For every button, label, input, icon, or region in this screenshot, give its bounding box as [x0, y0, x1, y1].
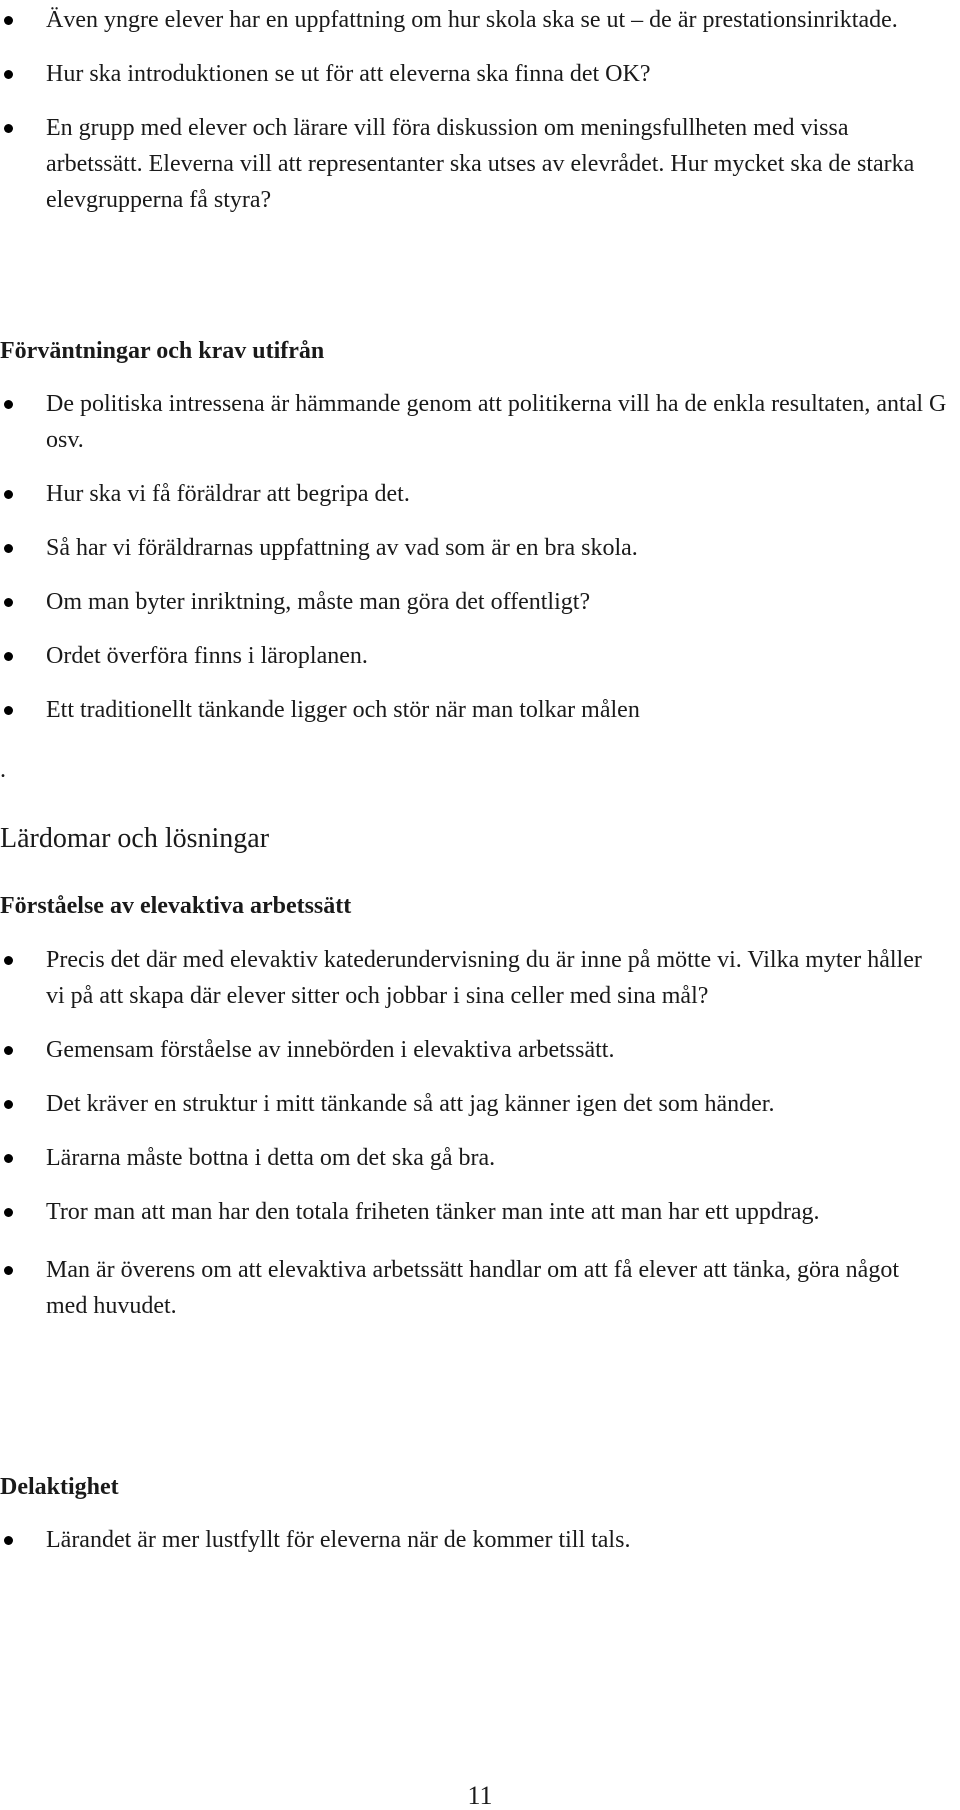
- bullet-list-participation: [0, 1522, 930, 1558]
- list-item: [0, 110, 930, 218]
- bullet-icon: [4, 490, 13, 499]
- bullet-list-expectations: [0, 386, 960, 728]
- list-item: [0, 1032, 930, 1068]
- bullet-icon: [4, 1046, 13, 1055]
- list-item-text: Lärarna måste bottna i detta om det ska gå bra.: [46, 1145, 496, 1171]
- bullet-icon: [4, 1266, 13, 1275]
- list-item-text: Det kräver en struktur i mitt tänkande så att jag känner igen det som händer.: [46, 1091, 775, 1117]
- bullet-icon: [4, 652, 13, 661]
- bullet-icon: [4, 70, 13, 79]
- list-item-text: Så har vi föräldrarnas uppfattning av vad som är en bra skola.: [46, 535, 638, 561]
- list-item-text: Om man byter inriktning, måste man göra det offentligt?: [46, 589, 591, 615]
- section-heading-lessons: Lärdomar och lösningar: [0, 823, 270, 854]
- bullet-icon: [4, 124, 13, 133]
- bullet-icon: [4, 706, 13, 715]
- list-item: [0, 942, 930, 1014]
- subsection-heading-understanding: Förståelse av elevaktiva arbetssätt: [0, 893, 352, 919]
- bullet-icon: [4, 16, 13, 25]
- bullet-icon: [4, 1100, 13, 1109]
- bullet-list-understanding: [0, 942, 930, 1324]
- bullet-icon: [4, 1208, 13, 1217]
- list-item: [0, 1194, 930, 1230]
- list-item: [0, 476, 960, 512]
- section-heading-expectations: Förväntningar och krav utifrån: [0, 338, 325, 364]
- bullet-icon: [4, 1154, 13, 1163]
- list-item: [0, 2, 930, 38]
- list-item-text: Även yngre elever har en uppfattning om hur skola ska se ut – de är prestationsinriktade.: [46, 7, 898, 33]
- list-item-text: De politiska intressena är hämmande genom att politikerna vill ha de enkla resultaten, antal G osv.: [46, 391, 947, 453]
- bullet-icon: [4, 598, 13, 607]
- list-item: [0, 1252, 930, 1324]
- bullet-icon: [4, 1536, 13, 1545]
- list-item-text: Ett traditionellt tänkande ligger och stör när man tolkar målen: [46, 697, 640, 723]
- list-item-text: Gemensam förståelse av innebörden i elevaktiva arbetssätt.: [46, 1037, 615, 1063]
- list-item: [0, 56, 930, 92]
- list-item: [0, 1522, 930, 1558]
- list-item: [0, 584, 960, 620]
- page-number: 11: [467, 1781, 493, 1810]
- list-item: [0, 692, 960, 728]
- list-item-text: Hur ska introduktionen se ut för att eleverna ska finna det OK?: [46, 61, 651, 87]
- list-item-text: Man är överens om att elevaktiva arbetssätt handlar om att få elever att tänka, göra något med huvudet.: [46, 1257, 899, 1319]
- bullet-icon: [4, 544, 13, 553]
- list-item: [0, 386, 960, 458]
- list-item: [0, 1086, 930, 1122]
- list-item-text: Hur ska vi få föräldrar att begripa det.: [46, 481, 410, 507]
- bullet-icon: [4, 400, 13, 409]
- list-item-text: En grupp med elever och lärare vill föra diskussion om meningsfullheten med vissa arbetssätt. Eleverna vill att representanter ska utses av elevrådet. Hur mycket ska de starka elevgrupperna få styra?: [46, 115, 915, 213]
- list-item-text: Tror man att man har den totala friheten tänker man inte att man har ett uppdrag.: [46, 1199, 820, 1225]
- list-item: [0, 530, 960, 566]
- list-item: [0, 638, 960, 674]
- list-item-text: Lärandet är mer lustfyllt för eleverna när de kommer till tals.: [46, 1527, 631, 1553]
- bullet-list-intro: [0, 2, 930, 218]
- list-item: [0, 1140, 930, 1176]
- stray-period: .: [0, 757, 6, 783]
- list-item-text: Precis det där med elevaktiv katederundervisning du är inne på mötte vi. Vilka myter håller vi på att skapa där elever sitter och jobbar i sina celler med sina mål?: [46, 947, 922, 1009]
- bullet-icon: [4, 956, 13, 965]
- list-item-text: Ordet överföra finns i läroplanen.: [46, 643, 368, 669]
- subsection-heading-participation: Delaktighet: [0, 1474, 119, 1500]
